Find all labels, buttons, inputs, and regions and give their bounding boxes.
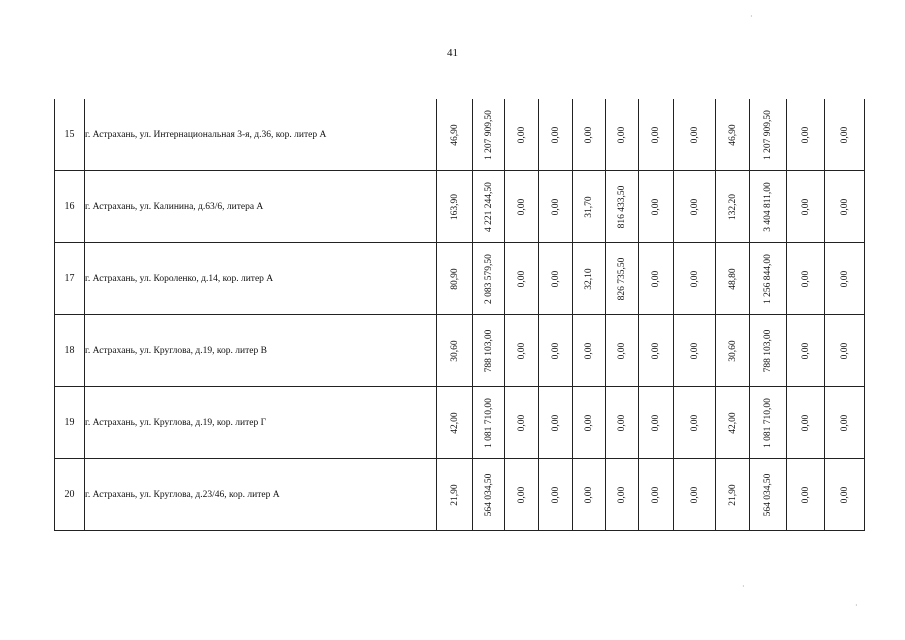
value-text: 46,90 bbox=[449, 123, 460, 146]
value-cell bbox=[787, 387, 825, 459]
value-text: 46,90 bbox=[727, 123, 738, 146]
value-cell bbox=[606, 99, 639, 171]
value-cell bbox=[716, 171, 750, 243]
table-row bbox=[55, 459, 865, 531]
address-cell: г. Астрахань, ул. Калинина, д.63/6, литера А bbox=[85, 171, 437, 243]
value-cell bbox=[505, 243, 539, 315]
value-cell bbox=[825, 387, 865, 459]
value-cell bbox=[639, 315, 674, 387]
value-text: 0,00 bbox=[516, 414, 527, 431]
value-text: 0,00 bbox=[617, 486, 627, 503]
value-text: 0,00 bbox=[584, 126, 594, 143]
value-cell bbox=[473, 171, 505, 243]
value-text: 0,00 bbox=[689, 270, 700, 287]
value-text: 0,00 bbox=[689, 414, 700, 431]
value-text: 31,70 bbox=[584, 195, 594, 218]
value-text: 816 433,50 bbox=[617, 185, 627, 228]
value-text: 0,00 bbox=[839, 414, 850, 431]
value-text: 30,60 bbox=[449, 339, 460, 362]
address-cell: г. Астрахань, ул. Короленко, д.14, кор. литер А bbox=[85, 243, 437, 315]
value-cell bbox=[825, 171, 865, 243]
value-cell bbox=[437, 315, 473, 387]
value-cell bbox=[639, 243, 674, 315]
value-text: 42,00 bbox=[727, 411, 738, 434]
value-text: 0,00 bbox=[550, 126, 561, 143]
value-text: 0,00 bbox=[516, 270, 527, 287]
value-cell bbox=[539, 387, 573, 459]
value-text: 0,00 bbox=[689, 486, 700, 503]
value-cell bbox=[539, 243, 573, 315]
scan-speck: · bbox=[855, 601, 858, 610]
value-text: 1 207 909,50 bbox=[483, 109, 494, 160]
value-cell bbox=[573, 243, 606, 315]
value-text: 0,00 bbox=[839, 198, 850, 215]
value-cell bbox=[674, 243, 716, 315]
value-cell bbox=[674, 171, 716, 243]
value-cell bbox=[573, 315, 606, 387]
scan-speck: · bbox=[742, 582, 745, 591]
value-cell bbox=[674, 459, 716, 531]
value-text: 0,00 bbox=[516, 198, 527, 215]
value-cell bbox=[639, 99, 674, 171]
value-text: 0,00 bbox=[550, 270, 561, 287]
value-text: 132,20 bbox=[727, 193, 738, 220]
value-cell bbox=[750, 459, 787, 531]
value-cell bbox=[639, 459, 674, 531]
value-text: 0,00 bbox=[651, 270, 661, 287]
value-text: 0,00 bbox=[689, 198, 700, 215]
value-cell bbox=[573, 387, 606, 459]
value-text: 826 735,50 bbox=[617, 257, 627, 300]
value-text: 0,00 bbox=[651, 198, 661, 215]
value-text: 0,00 bbox=[584, 342, 594, 359]
value-text: 0,00 bbox=[651, 342, 661, 359]
value-cell bbox=[606, 315, 639, 387]
value-text: 564 034,50 bbox=[763, 473, 773, 516]
value-text: 0,00 bbox=[800, 342, 811, 359]
address-cell: г. Астрахань, ул. Интернациональная 3-я, д.36, кор. литер А bbox=[85, 99, 437, 171]
value-text: 0,00 bbox=[550, 198, 561, 215]
value-text: 0,00 bbox=[617, 414, 627, 431]
row-number: 19 bbox=[55, 387, 85, 459]
value-text: 0,00 bbox=[617, 126, 627, 143]
value-text: 0,00 bbox=[516, 486, 527, 503]
value-cell bbox=[674, 99, 716, 171]
scan-speck: · bbox=[750, 12, 753, 21]
value-text: 32,10 bbox=[584, 267, 594, 290]
value-text: 0,00 bbox=[617, 342, 627, 359]
value-text: 1 081 710,00 bbox=[763, 397, 773, 448]
value-text: 0,00 bbox=[800, 126, 811, 143]
value-text: 564 034,50 bbox=[483, 473, 494, 516]
value-cell bbox=[505, 171, 539, 243]
value-text: 0,00 bbox=[800, 414, 811, 431]
value-cell bbox=[437, 387, 473, 459]
value-cell bbox=[716, 243, 750, 315]
value-text: 80,90 bbox=[449, 267, 460, 290]
value-text: 48,80 bbox=[727, 267, 738, 290]
table-row bbox=[55, 387, 865, 459]
value-cell bbox=[787, 243, 825, 315]
value-text: 0,00 bbox=[584, 486, 594, 503]
value-text: 1 207 909,50 bbox=[763, 109, 773, 160]
property-table bbox=[54, 99, 865, 531]
value-text: 0,00 bbox=[689, 126, 700, 143]
value-text: 4 221 244,50 bbox=[483, 181, 494, 232]
row-number: 18 bbox=[55, 315, 85, 387]
row-number: 15 bbox=[55, 99, 85, 171]
row-number: 17 bbox=[55, 243, 85, 315]
value-text: 0,00 bbox=[584, 414, 594, 431]
value-text: 0,00 bbox=[516, 126, 527, 143]
value-text: 3 404 811,00 bbox=[763, 181, 773, 232]
value-cell bbox=[825, 459, 865, 531]
value-cell bbox=[473, 459, 505, 531]
value-text: 0,00 bbox=[550, 414, 561, 431]
table-row bbox=[55, 99, 865, 171]
value-text: 0,00 bbox=[800, 270, 811, 287]
value-text: 1 256 844,00 bbox=[763, 253, 773, 304]
value-cell bbox=[473, 315, 505, 387]
value-cell bbox=[573, 99, 606, 171]
row-number: 20 bbox=[55, 459, 85, 531]
value-text: 0,00 bbox=[689, 342, 700, 359]
value-cell bbox=[437, 459, 473, 531]
value-cell bbox=[505, 459, 539, 531]
address-cell: г. Астрахань, ул. Круглова, д.19, кор. литер Г bbox=[85, 387, 437, 459]
value-cell bbox=[437, 171, 473, 243]
value-cell bbox=[505, 99, 539, 171]
value-cell bbox=[787, 171, 825, 243]
value-text: 1 081 710,00 bbox=[483, 397, 494, 448]
value-text: 788 103,00 bbox=[483, 329, 494, 372]
value-cell bbox=[674, 387, 716, 459]
value-text: 0,00 bbox=[839, 126, 850, 143]
value-text: 0,00 bbox=[839, 342, 850, 359]
value-cell bbox=[750, 171, 787, 243]
value-cell bbox=[505, 387, 539, 459]
value-text: 21,90 bbox=[727, 483, 738, 506]
value-text: 0,00 bbox=[839, 486, 850, 503]
value-cell bbox=[473, 243, 505, 315]
value-cell bbox=[606, 459, 639, 531]
value-cell bbox=[825, 315, 865, 387]
value-cell bbox=[573, 459, 606, 531]
value-text: 788 103,00 bbox=[763, 329, 773, 372]
value-cell bbox=[716, 315, 750, 387]
value-text: 0,00 bbox=[651, 414, 661, 431]
value-text: 0,00 bbox=[550, 486, 561, 503]
value-cell bbox=[750, 99, 787, 171]
value-text: 42,00 bbox=[449, 411, 460, 434]
value-cell bbox=[787, 99, 825, 171]
value-cell bbox=[539, 99, 573, 171]
page-number: 41 bbox=[447, 47, 458, 59]
value-text: 21,90 bbox=[449, 483, 460, 506]
value-cell bbox=[539, 459, 573, 531]
value-text: 0,00 bbox=[651, 486, 661, 503]
value-cell bbox=[437, 243, 473, 315]
value-cell bbox=[539, 315, 573, 387]
value-cell bbox=[639, 387, 674, 459]
value-cell bbox=[473, 387, 505, 459]
value-cell bbox=[787, 315, 825, 387]
value-cell bbox=[716, 99, 750, 171]
value-cell bbox=[573, 171, 606, 243]
value-cell bbox=[606, 243, 639, 315]
table-row bbox=[55, 243, 865, 315]
value-cell bbox=[825, 99, 865, 171]
table-row bbox=[55, 315, 865, 387]
value-cell bbox=[505, 315, 539, 387]
row-number: 16 bbox=[55, 171, 85, 243]
value-text: 30,60 bbox=[727, 339, 738, 362]
value-cell bbox=[716, 387, 750, 459]
value-text: 0,00 bbox=[839, 270, 850, 287]
value-cell bbox=[606, 387, 639, 459]
value-cell bbox=[473, 99, 505, 171]
value-cell bbox=[716, 459, 750, 531]
value-text: 0,00 bbox=[800, 486, 811, 503]
value-text: 0,00 bbox=[516, 342, 527, 359]
value-cell bbox=[825, 243, 865, 315]
value-cell bbox=[787, 459, 825, 531]
value-cell bbox=[539, 171, 573, 243]
value-text: 2 083 579,50 bbox=[483, 253, 494, 304]
value-text: 163,90 bbox=[449, 193, 460, 220]
value-text: 0,00 bbox=[800, 198, 811, 215]
value-cell bbox=[674, 315, 716, 387]
value-cell bbox=[437, 99, 473, 171]
value-cell bbox=[639, 171, 674, 243]
value-cell bbox=[750, 315, 787, 387]
value-text: 0,00 bbox=[651, 126, 661, 143]
value-text: 0,00 bbox=[550, 342, 561, 359]
value-cell bbox=[750, 387, 787, 459]
value-cell bbox=[750, 243, 787, 315]
value-cell bbox=[606, 171, 639, 243]
address-cell: г. Астрахань, ул. Круглова, д.23/46, кор. литер А bbox=[85, 459, 437, 531]
table-row bbox=[55, 171, 865, 243]
address-cell: г. Астрахань, ул. Круглова, д.19, кор. литер В bbox=[85, 315, 437, 387]
